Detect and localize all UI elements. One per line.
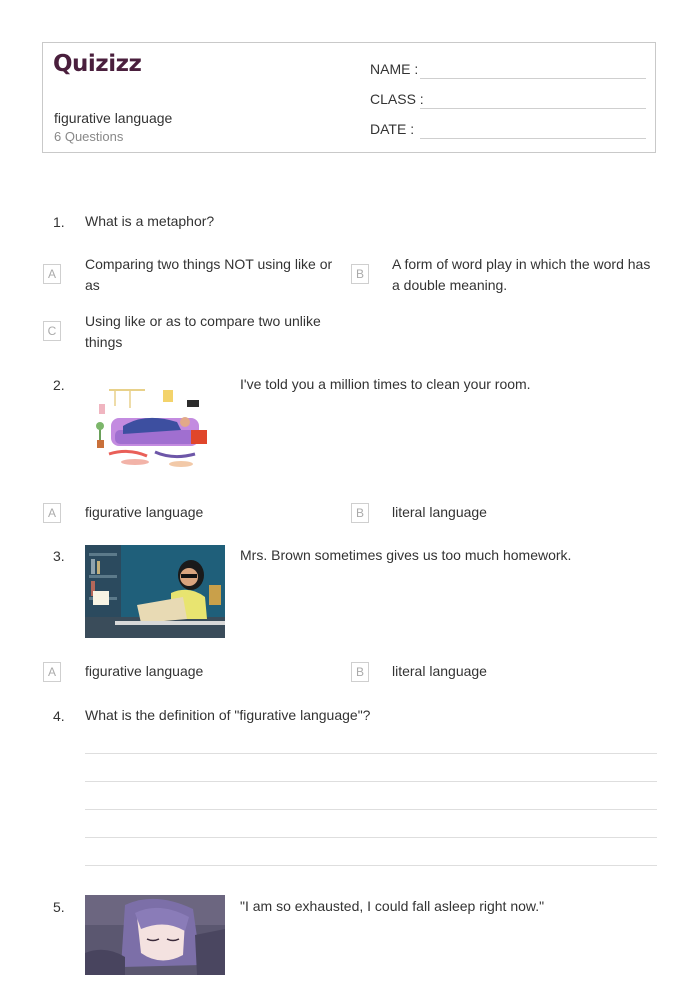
answer-line[interactable] [85,865,657,866]
answer-line[interactable] [85,837,657,838]
question-text: What is a metaphor? [85,213,215,229]
option-letter-box[interactable]: C [43,321,61,341]
name-label: NAME : [370,61,419,77]
option-text: A form of word play in which the word has a double meaning. [392,256,651,293]
question-text: I've told you a million times to clean your room. [240,376,531,392]
option-text: literal language [392,504,487,520]
option-text: figurative language [85,504,204,520]
question-text: "I am so exhausted, I could fall asleep right now." [240,898,545,914]
question-text: What is the definition of "figurative language"? [85,707,371,723]
question-number: 1. [53,214,65,230]
question-number: 2. [53,377,65,393]
option-letter-box[interactable]: A [43,264,61,284]
option-letter-box[interactable]: B [351,503,369,523]
class-label: CLASS : [370,91,424,107]
option-letter-box[interactable]: A [43,503,61,523]
class-field[interactable] [420,108,646,109]
homework-photo [85,545,225,638]
question-number: 4. [53,708,65,724]
question-number: 3. [53,548,65,564]
question-text: Mrs. Brown sometimes gives us too much homework. [240,547,572,563]
name-field[interactable] [420,78,646,79]
quizizz-logo: Quizizz [53,51,142,77]
option-letter-box[interactable]: B [351,662,369,682]
answer-line[interactable] [85,809,657,810]
date-label: DATE : [370,121,415,137]
option-text: Using like or as to compare two unlike things [85,313,321,350]
answer-line[interactable] [85,753,657,754]
option-text: Comparing two things NOT using like or as [85,256,333,293]
question-number: 5. [53,899,65,915]
question-count: 6 Questions [54,129,124,144]
worksheet-title: figurative language [54,110,173,126]
option-letter-box[interactable]: A [43,662,61,682]
option-letter-box[interactable]: B [351,264,369,284]
date-field[interactable] [420,138,646,139]
sleeping-anime-girl-picture [85,895,225,975]
messy-room-illustration [85,378,225,473]
answer-line[interactable] [85,781,657,782]
option-text: literal language [392,663,487,679]
option-text: figurative language [85,663,204,679]
